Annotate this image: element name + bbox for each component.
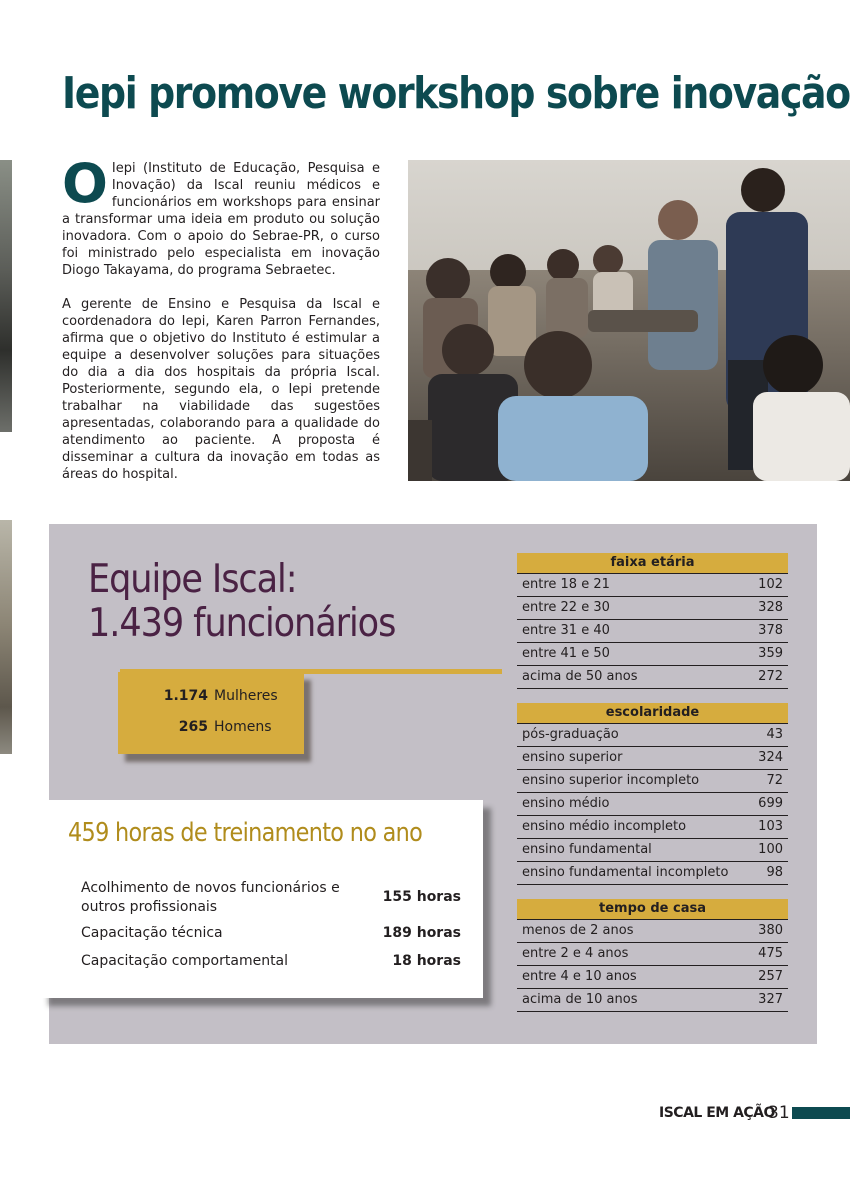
table-row: ensino superior 324 (517, 747, 788, 770)
drop-cap: O (62, 152, 108, 215)
table-row: acima de 50 anos 272 (517, 666, 788, 689)
table-header: tempo de casa (517, 899, 788, 920)
page-headline: Iepi promove workshop sobre inovação (62, 68, 850, 119)
training-box: 459 horas de treinamento no ano Acolhimento de novos funcionários e outros profissionais 155 horas Capacitação técnica 189 horas Capacitação comportamental 18 horas (40, 800, 483, 998)
training-hours: 155 horas (382, 889, 461, 905)
training-title: 459 horas de treinamento no ano (68, 818, 423, 848)
table-row: ensino médio 699 (517, 793, 788, 816)
gender-box (118, 672, 304, 754)
women-count: 1.174 (163, 688, 208, 704)
table-row: entre 41 e 50 359 (517, 643, 788, 666)
table-header: faixa etária (517, 553, 788, 574)
table-row: ensino fundamental incompleto 98 (517, 862, 788, 885)
table-row: entre 18 e 21 102 (517, 574, 788, 597)
page-number: 31 (768, 1103, 790, 1123)
training-row: Acolhimento de novos funcionários e outros profissionais 155 horas (81, 880, 461, 915)
men-label: Homens (214, 719, 272, 735)
table-row: ensino superior incompleto 72 (517, 770, 788, 793)
table-row: entre 2 e 4 anos 475 (517, 943, 788, 966)
table-row: pós-graduação 43 (517, 724, 788, 747)
cropped-photo-left-bottom (0, 520, 12, 754)
table-faixa-etaria (517, 553, 788, 689)
article-paragraph-2: A gerente de Ensino e Pesquisa da Iscal e coordenadora do Iepi, Karen Parron Fernandes, afirma que o objetivo do Instituto é estimular a equipe a desenvolver soluções para situações do dia a dia dos hospitais da própria Iscal. Posteriormente, segundo ela, o Iepi pretende trabalhar na viabilidade das sugestões apresentadas, colaborando para a qualidade do atendimento ao paciente. A proposta é disseminar a cultura da inovação em todas as áreas do hospital. (62, 297, 380, 482)
table-row: entre 31 e 40 378 (517, 620, 788, 643)
men-count: 265 (178, 719, 208, 735)
equipe-title: Equipe Iscal: 1.439 funcionários (88, 557, 396, 646)
cropped-photo-left-top (0, 160, 12, 432)
women-label: Mulheres (214, 688, 278, 704)
article-paragraph-1: O Iepi (Instituto de Educação, Pesquisa e Inovação) da Iscal reuniu médicos e funcionários em workshops para ensinar a transformar uma ideia em produto ou solução inovadora. Com o apoio do Sebrae-PR, o curso foi ministrado pelo especialista em inovação Diogo Takayama, do programa Sebraetec. (62, 152, 380, 278)
table-row: ensino médio incompleto 103 (517, 816, 788, 839)
training-hours: 18 horas (392, 953, 461, 969)
table-row: menos de 2 anos 380 (517, 920, 788, 943)
workshop-photo (408, 160, 850, 481)
table-row: entre 22 e 30 328 (517, 597, 788, 620)
footer-bar (792, 1107, 850, 1119)
table-row: acima de 10 anos 327 (517, 989, 788, 1012)
stats-tables (517, 553, 788, 1012)
magazine-name: ISCAL EM AÇÃO (659, 1105, 775, 1121)
table-header: escolaridade (517, 703, 788, 724)
training-hours: 189 horas (382, 925, 461, 941)
article-body (62, 152, 380, 500)
table-row: ensino fundamental 100 (517, 839, 788, 862)
table-row: entre 4 e 10 anos 257 (517, 966, 788, 989)
table-escolaridade (517, 703, 788, 885)
table-tempo-de-casa (517, 899, 788, 1012)
